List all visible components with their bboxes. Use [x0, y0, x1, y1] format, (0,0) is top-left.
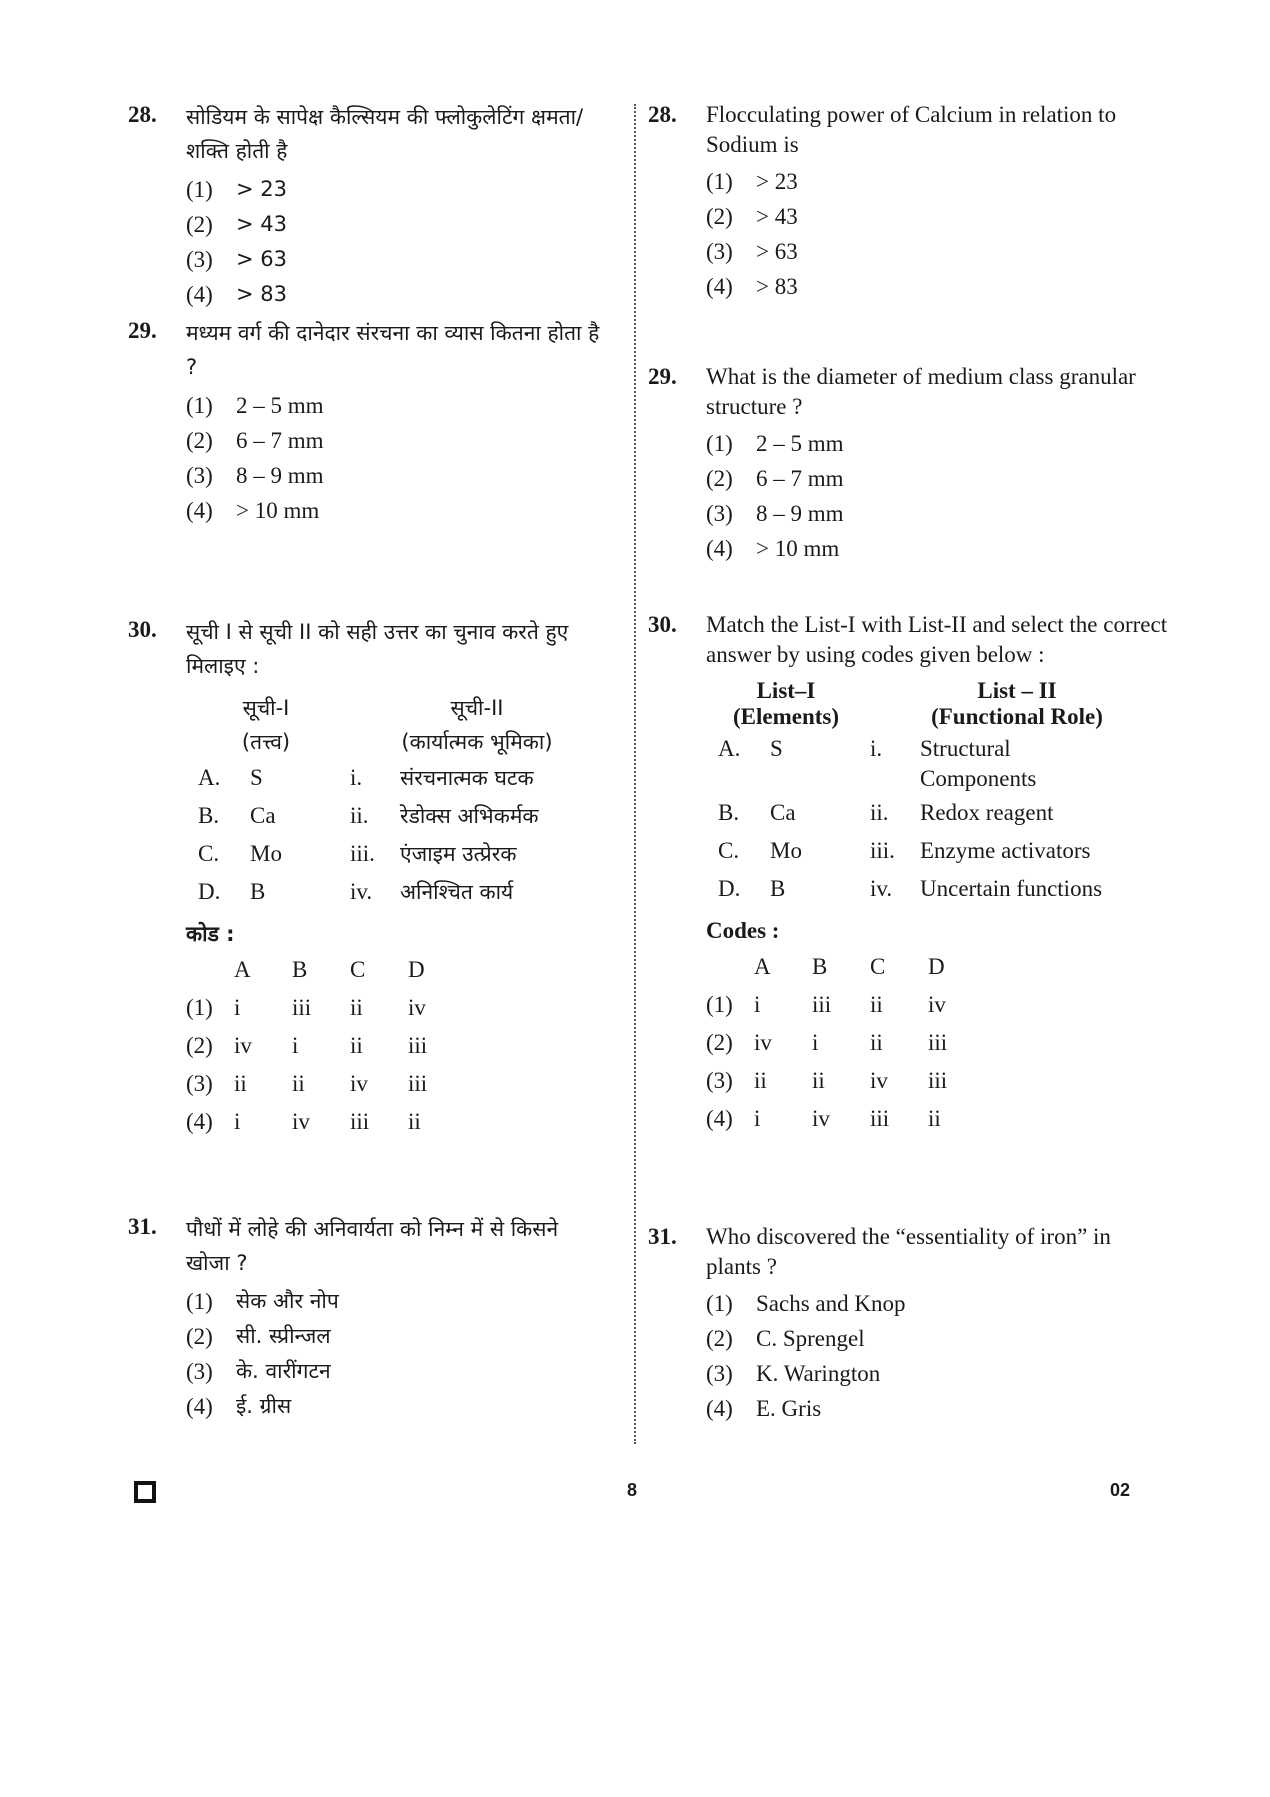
- option-4: (4) > 10 mm: [706, 536, 840, 561]
- question-30-english: [648, 610, 1168, 1138]
- list-row: C. Mo iii. एंजाइम उत्प्रेरक: [198, 841, 517, 866]
- codes-label: Codes :: [706, 918, 780, 943]
- code-option-4: (4) i iv iii ii: [186, 1109, 421, 1134]
- question-text: मध्यम वर्ग की दानेदार संरचना का व्यास कितना होता है ?: [186, 321, 600, 379]
- question-number: 29.: [128, 318, 157, 343]
- list-headers: List–I (Elements) List – II (Functional Role): [732, 678, 1103, 729]
- question-text: Who discovered the “essentiality of iron” in plants ?: [706, 1224, 1111, 1279]
- option-3: (3) 8 – 9 mm: [186, 463, 324, 488]
- option-2: (2) > 43: [186, 212, 287, 237]
- option-4: (4) > 10 mm: [186, 498, 320, 523]
- option-4: (4) > 83: [706, 274, 798, 299]
- list-row: C. Mo iii. Enzyme activators: [718, 838, 1091, 863]
- list-headers: सूची-I (तत्त्व) सूची-II (कार्यात्मक भूमिका): [241, 696, 553, 754]
- option-3: (3) 8 – 9 mm: [706, 501, 844, 526]
- option-4: (4) > 83: [186, 282, 287, 307]
- question-28-hindi: [128, 100, 608, 312]
- option-4: (4) ई. ग्रीस: [186, 1394, 292, 1419]
- code-option-3: (3) ii ii iv iii: [706, 1068, 948, 1093]
- match-lists: [706, 678, 1168, 1138]
- question-text: पौधों में लोहे की अनिवार्यता को निम्न में से किसने खोजा ?: [186, 1217, 559, 1275]
- option-2: (2) 6 – 7 mm: [706, 466, 844, 491]
- list-row: A. S i. Structural Components: [718, 736, 1037, 791]
- option-3: (3) के. वारींगटन: [186, 1359, 331, 1384]
- question-29-english: [648, 362, 1168, 566]
- list-row: B. Ca ii. रेडोक्स अभिकर्मक: [198, 803, 539, 828]
- code-option-3: (3) ii ii iv iii: [186, 1071, 428, 1096]
- option-2: (2) C. Sprengel: [706, 1326, 865, 1351]
- option-3: (3) > 63: [706, 239, 798, 264]
- list-row: A. S i. संरचनात्मक घटक: [198, 765, 534, 790]
- option-2: (2) सी. स्प्रीन्जल: [186, 1324, 331, 1349]
- list-row: D. B iv. Uncertain functions: [718, 876, 1103, 901]
- question-28-english: [648, 100, 1168, 304]
- booklet-code: 02: [1110, 1480, 1131, 1500]
- page-number: 8: [627, 1480, 638, 1500]
- code-option-4: (4) i iv iii ii: [706, 1106, 941, 1131]
- option-2: (2) > 43: [706, 204, 798, 229]
- question-number: 29.: [648, 364, 677, 389]
- question-number: 31.: [648, 1224, 677, 1249]
- column-divider: [634, 104, 636, 1444]
- option-1: (1) Sachs and Knop: [706, 1291, 906, 1316]
- question-text: सोडियम के सापेक्ष कैल्सियम की फ्लोकुलेटिंग क्षमता/शक्ति होती है: [186, 105, 584, 163]
- question-31-english: [648, 1222, 1168, 1426]
- option-1: (1) 2 – 5 mm: [706, 431, 844, 456]
- option-3: (3) K. Warington: [706, 1361, 881, 1386]
- question-number: 31.: [128, 1214, 157, 1239]
- question-number: 30.: [128, 617, 157, 642]
- option-2: (2) 6 – 7 mm: [186, 428, 324, 453]
- question-number: 28.: [128, 102, 157, 127]
- question-29-hindi: [128, 316, 608, 528]
- option-3: (3) > 63: [186, 247, 287, 272]
- code-option-2: (2) iv i ii iii: [706, 1030, 948, 1055]
- list-row: B. Ca ii. Redox reagent: [718, 800, 1054, 825]
- code-option-2: (2) iv i ii iii: [186, 1033, 428, 1058]
- question-31-hindi: [128, 1212, 608, 1424]
- codes-table: A B C D (1) i iii ii iv (2) iv i ii iii (3) ii ii iv iii (4) i iv iii ii: [706, 948, 986, 1138]
- question-text: Match the List-I with List-II and select the correct answer by using codes given below :: [706, 612, 1168, 667]
- option-1: (1) > 23: [706, 169, 798, 194]
- code-option-1: (1) i iii ii iv: [706, 992, 946, 1017]
- question-30-hindi: [128, 615, 608, 1141]
- question-text: Flocculating power of Calcium in relation to Sodium is: [706, 102, 1117, 157]
- question-text: What is the diameter of medium class granular structure ?: [706, 364, 1136, 419]
- option-1: (1) > 23: [186, 177, 287, 202]
- square-marker-icon: [134, 1481, 156, 1503]
- option-1: (1) 2 – 5 mm: [186, 393, 324, 418]
- question-number: 30.: [648, 612, 677, 637]
- option-4: (4) E. Gris: [706, 1396, 822, 1421]
- match-lists: [186, 691, 608, 1141]
- list-row: D. B iv. अनिश्चित कार्य: [198, 879, 514, 904]
- question-text: सूची I से सूची II को सही उत्तर का चुनाव करते हुए मिलाइए :: [186, 620, 569, 678]
- codes-table: A B C D (1) i iii ii iv (2) iv i ii iii (3) ii ii iv iii (4) i iv iii ii: [186, 951, 466, 1141]
- codes-label: कोड :: [186, 922, 235, 946]
- code-option-1: (1) i iii ii iv: [186, 995, 426, 1020]
- question-number: 28.: [648, 102, 677, 127]
- option-1: (1) सेक और नोप: [186, 1289, 339, 1314]
